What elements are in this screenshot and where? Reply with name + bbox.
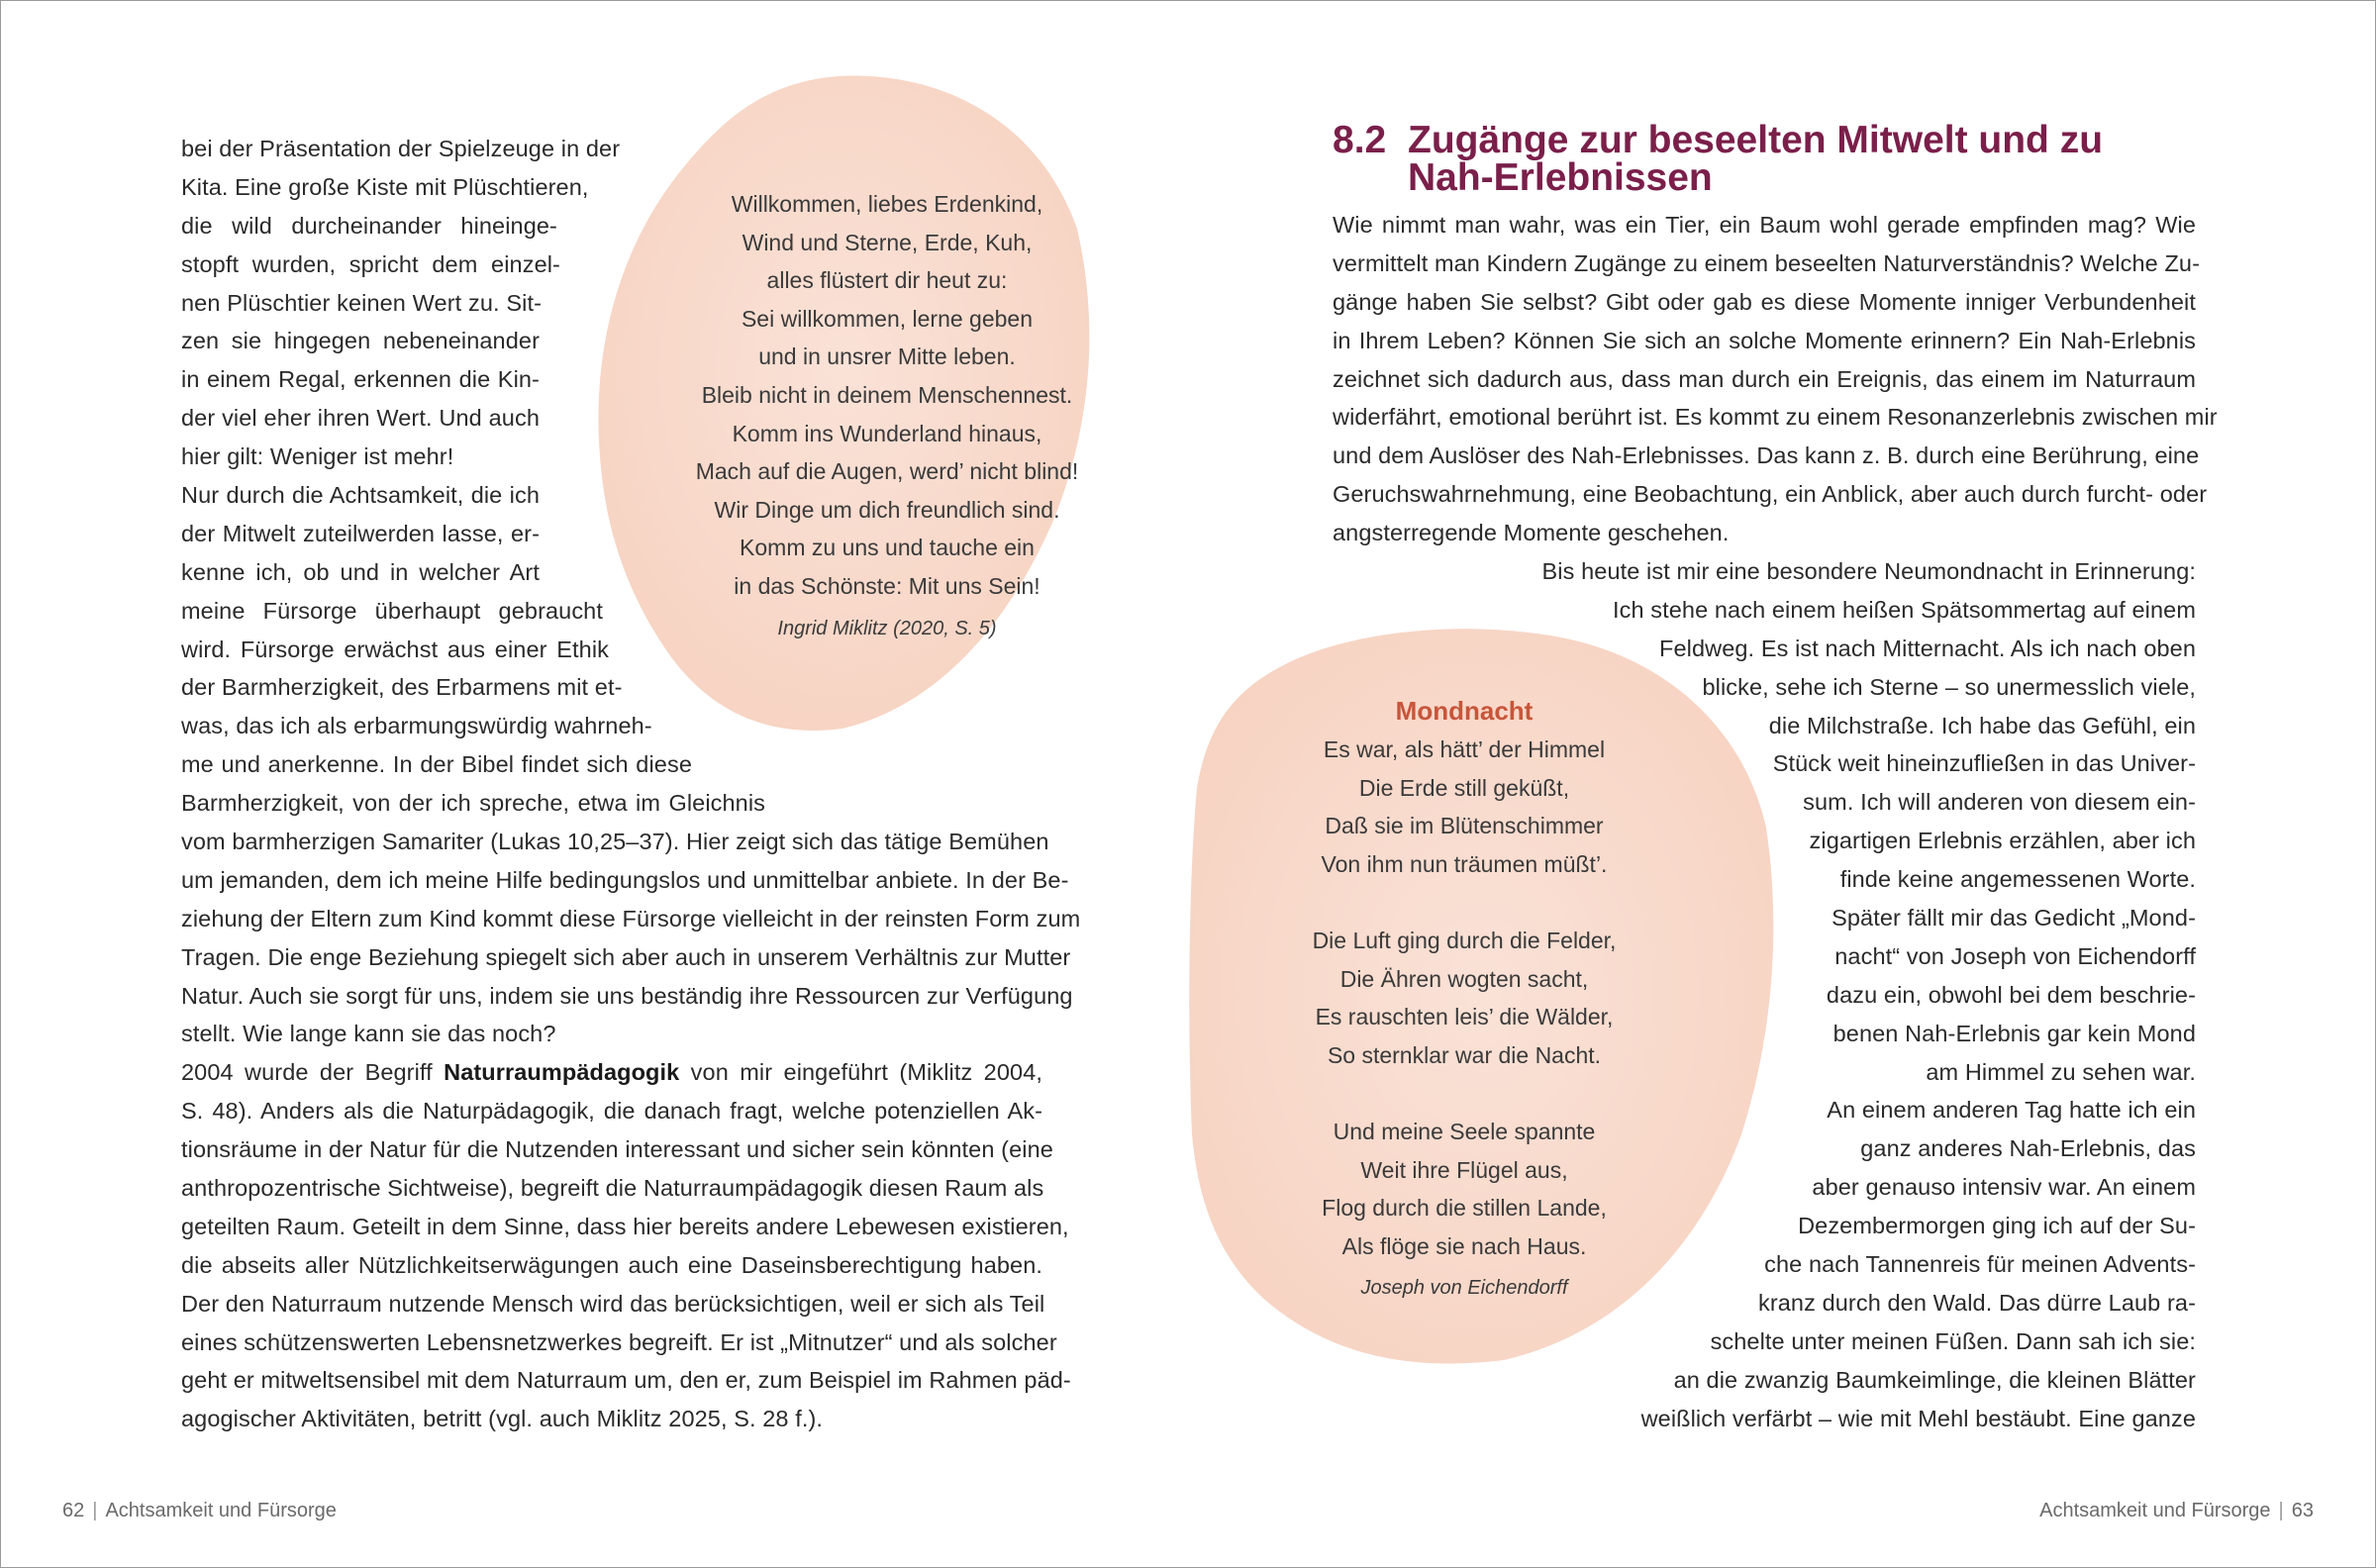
poem-author: Ingrid Miklitz (2020, S. 5) xyxy=(777,617,997,639)
poem-title: Mondnacht xyxy=(1395,696,1534,726)
poem-line: So sternklar war die Nacht. xyxy=(1327,1041,1602,1068)
text-line: geteilten Raum. Geteilt in dem Sinne, dass hier bereits andere Lebewesen existieren, xyxy=(181,1213,1069,1239)
footer-right xyxy=(2039,1500,2314,1522)
running-title: Achtsamkeit und Fürsorge xyxy=(105,1500,337,1521)
text-line: kenne ich, ob und in welcher Art xyxy=(181,558,540,585)
text-line: angsterregende Momente geschehen. xyxy=(1333,520,1730,546)
poem-line: in das Schönste: Mit uns Sein! xyxy=(734,572,1040,599)
poem-line: Daß sie im Blütenschimmer xyxy=(1325,813,1604,839)
heading-line xyxy=(1333,119,2204,161)
poem-line: Flog durch die stillen Lande, xyxy=(1322,1195,1607,1222)
text-line: um jemanden, dem ich meine Hilfe bedingungslos und unmittelbar anbiete. In der Be- xyxy=(181,866,1069,893)
text-line: wird. Fürsorge erwächst aus einer Ethik xyxy=(181,636,609,662)
text-line: gänge haben Sie selbst? Gibt oder gab es diese Momente inniger Verbundenheit xyxy=(1333,288,2196,315)
text-line: zigartigen Erlebnis erzählen, aber ich xyxy=(1809,828,2196,854)
text-line: Bis heute ist mir eine besondere Neumondnacht in Erinnerung: xyxy=(1541,558,2196,584)
text-line: vermittelt man Kindern Zugänge zu einem beseelten Naturverständnis? Welche Zu- xyxy=(1333,249,2201,276)
term-naturraumpaedagogik: Naturraumpädagogik xyxy=(444,1059,680,1086)
text-line: und dem Auslöser des Nah-Erlebnisses. Das kann z. B. durch eine Berührung, eine xyxy=(1333,442,2200,469)
poem-line: Die Luft ging durch die Felder, xyxy=(1312,927,1617,953)
section-number: 8.2 xyxy=(1333,119,1387,161)
text-line: vom barmherzigen Samariter (Lukas 10,25–37). Hier zeigt sich das tätige Bemühen xyxy=(181,829,1049,854)
text-line: benen Nah-Erlebnis gar kein Mond xyxy=(1832,1020,2196,1046)
text-line: was, das ich als erbarmungswürdig wahrneh- xyxy=(181,713,652,739)
text-line: Später fällt mir das Gedicht „Mond- xyxy=(1832,905,2196,931)
text-line: ziehung der Eltern zum Kind kommt diese Fürsorge vielleicht in der reinsten Form zum xyxy=(181,905,1081,931)
poem-line: Die Ähren wogten sacht, xyxy=(1339,965,1589,992)
text-line: widerfährt, emotional berührt ist. Es kommt zu einem Resonanzerlebnis zwischen mir xyxy=(1333,404,2218,431)
text-line: die abseits aller Nützlichkeitserwägungen auch eine Daseinsberechtigung haben. xyxy=(181,1251,1042,1278)
text-line: blicke, sehe ich Sterne – so unermesslich viele, xyxy=(1702,673,2196,700)
text-line: hier gilt: Weniger ist mehr! xyxy=(181,443,454,470)
text-line: Wie nimmt man wahr, was ein Tier, ein Baum wohl gerade empfinden mag? Wie xyxy=(1333,212,2196,238)
text-line: am Himmel zu sehen war. xyxy=(1926,1058,2196,1085)
text-line: die wild durcheinander hineinge- xyxy=(181,212,557,239)
text-run: 2004 wurde der Begriff xyxy=(181,1059,445,1086)
poem-line: Weit ihre Flügel aus, xyxy=(1360,1156,1568,1183)
poem-line: Die Erde still geküßt, xyxy=(1358,774,1570,801)
poem-line: alles flüstert dir heut zu: xyxy=(766,267,1008,294)
poem-line: Mach auf die Augen, werd’ nicht blind! xyxy=(695,458,1079,485)
text-line: anthropozentrische Sichtweise), begreift die Naturraumpädagogik diesen Raum als xyxy=(181,1175,1044,1202)
text-line: Stück weit hineinzufließen in das Univer- xyxy=(1772,750,2196,777)
stanza-break xyxy=(1276,1074,1652,1113)
text-line: agogischer Aktivitäten, betritt (vgl. auch Miklitz 2025, S. 28 f.). xyxy=(181,1406,824,1432)
text-line: me und anerkenne. In der Bibel findet sich diese xyxy=(181,751,692,778)
text-line: Nur durch die Achtsamkeit, die ich xyxy=(181,482,540,509)
text-line: stellt. Wie lange kann sie das noch? xyxy=(181,1021,556,1047)
text-line: zeichnet sich dadurch aus, dass man durch ein Ereignis, das einem im Naturraum xyxy=(1333,365,2196,392)
section-heading xyxy=(1333,119,2204,199)
poem-line: Bleib nicht in deinem Menschennest. xyxy=(701,381,1073,408)
footer-separator: | xyxy=(2278,1500,2284,1521)
page-number: 62 xyxy=(62,1500,85,1521)
text-line: Der den Naturraum nutzende Mensch wird das berücksichtigen, weil er sich als Teil xyxy=(181,1290,1045,1317)
page-number: 63 xyxy=(2291,1500,2314,1521)
text-line: schelte unter meinen Füßen. Dann sah ich sie: xyxy=(1710,1327,2196,1354)
text-line: der Barmherzigkeit, des Erbarmens mit et- xyxy=(181,674,623,701)
text-line: eines schützenswerten Lebensnetzwerkes begreift. Er ist „Mitnutzer“ und als solcher xyxy=(181,1328,1057,1355)
footer-left xyxy=(62,1500,337,1522)
text-line: Dezembermorgen ging ich auf der Su- xyxy=(1798,1213,2196,1239)
text-line: che nach Tannenreis für meinen Advents- xyxy=(1764,1251,2196,1278)
poem-line: und in unsrer Mitte leben. xyxy=(758,343,1016,370)
heading-line: Nah-Erlebnissen xyxy=(1408,156,1713,199)
footer-separator: | xyxy=(92,1500,98,1521)
poem-line: Sei willkommen, lerne geben xyxy=(741,305,1034,332)
text-line: S. 48). Anders als die Naturpädagogik, die danach fragt, welche potenziellen Ak- xyxy=(181,1098,1042,1125)
poem-willkommen xyxy=(654,185,1120,640)
poem-line: Von ihm nun träumen müßt’. xyxy=(1321,850,1608,877)
text-line: kranz durch den Wald. Das dürre Laub ra- xyxy=(1757,1289,2196,1316)
poem-line: Komm zu uns und tauche ein xyxy=(740,535,1035,561)
text-line: tionsräume in der Natur für die Nutzenden interessant und sicher sein könnten (eine xyxy=(181,1136,1053,1163)
running-title: Achtsamkeit und Fürsorge xyxy=(2039,1500,2271,1521)
text-line: An einem anderen Tag hatte ich ein xyxy=(1827,1097,2196,1124)
text-line: finde keine angemessenen Worte. xyxy=(1839,866,2196,893)
poem-line: Wir Dinge um dich freundlich sind. xyxy=(714,496,1060,523)
text-line: Barmherzigkeit, von der ich spreche, etwa im Gleichnis xyxy=(181,790,765,817)
poem-mondnacht xyxy=(1276,691,1652,1300)
text-line: Kita. Eine große Kiste mit Plüschtieren, xyxy=(181,173,589,200)
text-line: meine Fürsorge überhaupt gebraucht xyxy=(181,597,603,624)
text-line: nen Plüschtier keinen Wert zu. Sit- xyxy=(181,289,542,316)
text-line: in einem Regal, erkennen die Kin- xyxy=(181,366,540,393)
text-line: zen sie hingegen nebeneinander xyxy=(181,328,540,354)
text-line: weißlich verfärbt – wie mit Mehl bestäubt. Eine ganze xyxy=(1640,1405,2196,1431)
stanza-break xyxy=(1276,883,1652,922)
text-line: nacht“ von Joseph von Eichendorff xyxy=(1834,942,2196,969)
text-line: sum. Ich will anderen von diesem ein- xyxy=(1803,789,2196,816)
text-line: Feldweg. Es ist nach Mitternacht. Als ich nach oben xyxy=(1659,635,2196,661)
poem-line: Komm ins Wunderland hinaus, xyxy=(732,420,1042,446)
text-run: von mir eingeführt (Miklitz 2004, xyxy=(679,1059,1042,1086)
text-line: der Mitwelt zuteilwerden lasse, er- xyxy=(181,520,540,546)
text-line: Natur. Auch sie sorgt für uns, indem sie uns beständig ihre Ressourcen zur Verfügung xyxy=(181,982,1073,1009)
poem-line: Wind und Sterne, Erde, Kuh, xyxy=(742,229,1033,255)
text-line: bei der Präsentation der Spielzeuge in der xyxy=(181,136,621,161)
text-line: geht er mitweltsensibel mit dem Naturraum um, den er, zum Beispiel im Rahmen päd- xyxy=(181,1367,1071,1394)
left-body-text xyxy=(181,823,1081,1438)
poem-line: Es war, als hätt’ der Himmel xyxy=(1323,736,1606,762)
text-line: aber genauso intensiv war. An einem xyxy=(1812,1174,2196,1201)
text-line: die Milchstraße. Ich habe das Gefühl, ein xyxy=(1768,712,2196,738)
text-line: in Ihrem Leben? Können Sie sich an solche Momente erinnern? Ein Nah-Erlebnis xyxy=(1333,327,2196,353)
text-line: an die zwanzig Baumkeimlinge, die kleinen Blätter xyxy=(1673,1366,2196,1393)
text-line xyxy=(181,1053,1042,1092)
text-line: dazu ein, obwohl bei dem beschrie- xyxy=(1826,981,2196,1008)
poem-line: Willkommen, liebes Erdenkind, xyxy=(731,191,1043,217)
text-line: Tragen. Die enge Beziehung spiegelt sich aber auch in unserem Verhältnis zur Mutter xyxy=(181,943,1071,970)
poem-line: Und meine Seele spannte xyxy=(1333,1118,1596,1144)
text-line: Ich stehe nach einem heißen Spätsommertag auf einem xyxy=(1612,596,2196,623)
text-line: der viel eher ihren Wert. Und auch xyxy=(181,405,540,432)
poem-line: Es rauschten leis’ die Wälder, xyxy=(1315,1004,1614,1030)
text-line: Geruchswahrnehmung, eine Beobachtung, ein Anblick, aber auch durch furcht- oder xyxy=(1333,481,2208,508)
right-intro-text xyxy=(1333,206,2218,552)
text-line: stopft wurden, spricht dem einzel- xyxy=(181,250,560,277)
text-line: ganz anderes Nah-Erlebnis, das xyxy=(1860,1135,2196,1162)
heading-text: Zugänge zur beseelten Mitwelt und zu xyxy=(1408,119,2104,161)
poem-line: Als flöge sie nach Haus. xyxy=(1341,1232,1587,1259)
poem-author: Joseph von Eichendorff xyxy=(1360,1277,1568,1300)
